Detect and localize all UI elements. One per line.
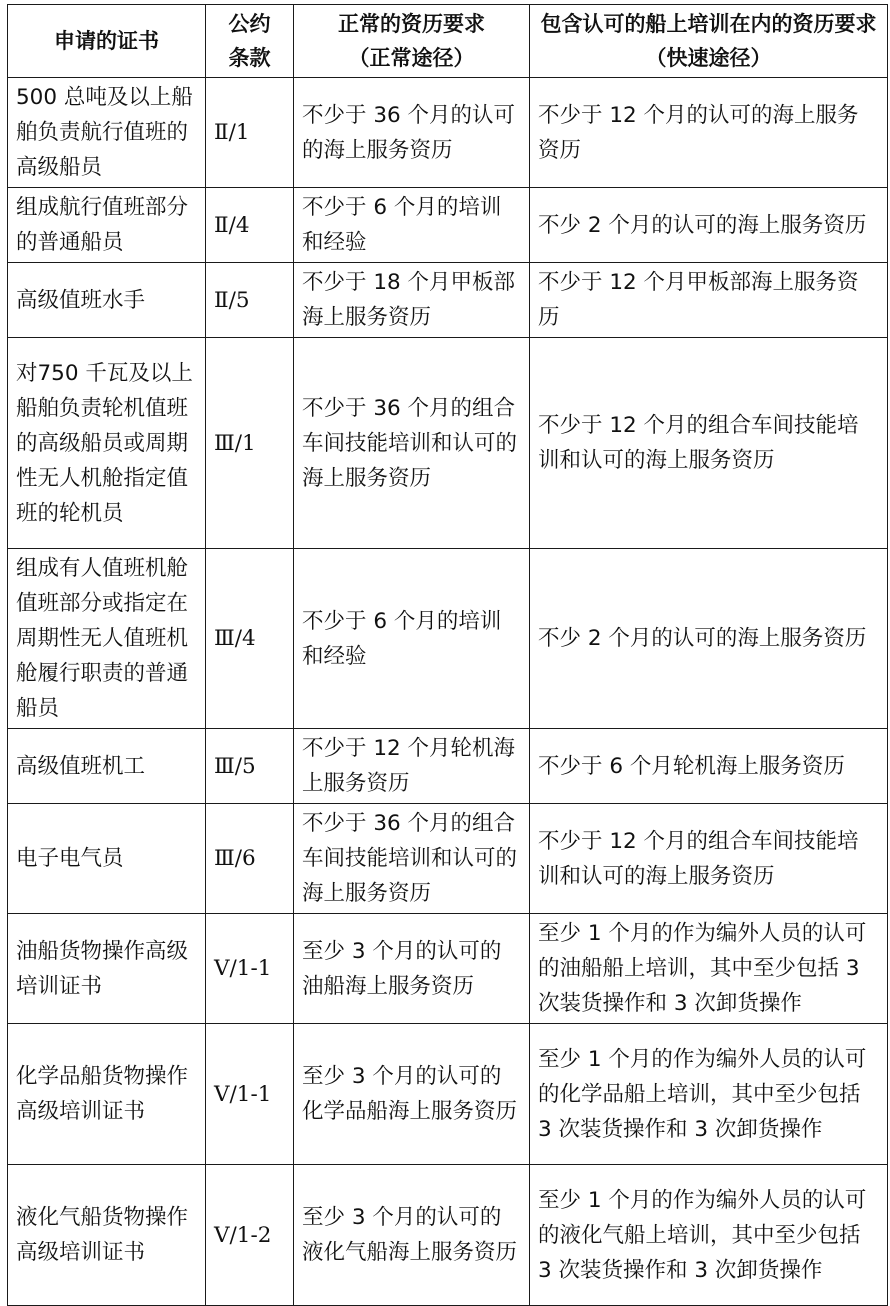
fast-requirement-cell: 不少 2 个月的认可的海上服务资历 [530,549,888,729]
normal-requirement-cell: 至少 3 个月的认可的液化气船海上服务资历 [294,1165,530,1306]
certificate-cell: 组成航行值班部分的普通船员 [8,188,206,263]
certificate-cell: 液化气船货物操作高级培训证书 [8,1165,206,1306]
normal-requirement-cell: 不少于 6 个月的培训和经验 [294,188,530,263]
table-row [8,804,888,914]
fast-requirement-cell: 不少于 12 个月的组合车间技能培训和认可的海上服务资历 [530,338,888,549]
table-row [8,188,888,263]
fast-requirement-cell: 不少于 12 个月的认可的海上服务资历 [530,78,888,188]
clause-cell: Ⅴ/1-1 [206,914,294,1024]
clause-cell: Ⅲ/1 [206,338,294,549]
certificate-cell: 化学品船货物操作高级培训证书 [8,1024,206,1165]
table-row [8,914,888,1024]
clause-cell: Ⅲ/6 [206,804,294,914]
certificate-cell: 对750 千瓦及以上船舶负责轮机值班的高级船员或周期性无人机舱指定值班的轮机员 [8,338,206,549]
normal-requirement-cell: 至少 3 个月的认可的油船海上服务资历 [294,914,530,1024]
clause-cell: Ⅲ/5 [206,729,294,804]
clause-cell: Ⅱ/4 [206,188,294,263]
certificate-cell: 高级值班水手 [8,263,206,338]
certificate-cell: 500 总吨及以上船舶负责航行值班的高级船员 [8,78,206,188]
normal-requirement-cell: 不少于 12 个月轮机海上服务资历 [294,729,530,804]
fast-requirement-cell: 不少于 12 个月的组合车间技能培训和认可的海上服务资历 [530,804,888,914]
table-row [8,549,888,729]
table-row [8,338,888,549]
fast-requirement-cell: 不少 2 个月的认可的海上服务资历 [530,188,888,263]
fast-requirement-cell: 不少于 6 个月轮机海上服务资历 [530,729,888,804]
header-fast-requirement: 包含认可的船上培训在内的资历要求（快速途径） [530,5,888,78]
normal-requirement-cell: 不少于 6 个月的培训和经验 [294,549,530,729]
fast-requirement-cell: 至少 1 个月的作为编外人员的认可的化学品船上培训，其中至少包括 3 次装货操作和 3 次卸货操作 [530,1024,888,1165]
clause-cell: Ⅱ/5 [206,263,294,338]
table-row [8,263,888,338]
table-row [8,78,888,188]
certificate-cell: 油船货物操作高级培训证书 [8,914,206,1024]
table-row [8,1024,888,1165]
header-row [8,5,888,78]
certificate-cell: 高级值班机工 [8,729,206,804]
fast-requirement-cell: 至少 1 个月的作为编外人员的认可的液化气船上培训，其中至少包括 3 次装货操作和 3 次卸货操作 [530,1165,888,1306]
normal-requirement-cell: 不少于 36 个月的组合车间技能培训和认可的海上服务资历 [294,338,530,549]
header-normal-requirement: 正常的资历要求（正常途径） [294,5,530,78]
clause-cell: Ⅲ/4 [206,549,294,729]
certificate-requirements-table [7,4,888,1306]
clause-cell: Ⅴ/1-1 [206,1024,294,1165]
header-clause: 公约条款 [206,5,294,78]
header-certificate: 申请的证书 [8,5,206,78]
normal-requirement-cell: 至少 3 个月的认可的化学品船海上服务资历 [294,1024,530,1165]
clause-cell: Ⅱ/1 [206,78,294,188]
fast-requirement-cell: 至少 1 个月的作为编外人员的认可的油船船上培训，其中至少包括 3 次装货操作和 3 次卸货操作 [530,914,888,1024]
fast-requirement-cell: 不少于 12 个月甲板部海上服务资历 [530,263,888,338]
normal-requirement-cell: 不少于 36 个月的组合车间技能培训和认可的海上服务资历 [294,804,530,914]
clause-cell: Ⅴ/1-2 [206,1165,294,1306]
table-row [8,1165,888,1306]
normal-requirement-cell: 不少于 18 个月甲板部海上服务资历 [294,263,530,338]
certificate-cell: 电子电气员 [8,804,206,914]
table-row [8,729,888,804]
certificate-cell: 组成有人值班机舱值班部分或指定在周期性无人值班机舱履行职责的普通船员 [8,549,206,729]
normal-requirement-cell: 不少于 36 个月的认可的海上服务资历 [294,78,530,188]
